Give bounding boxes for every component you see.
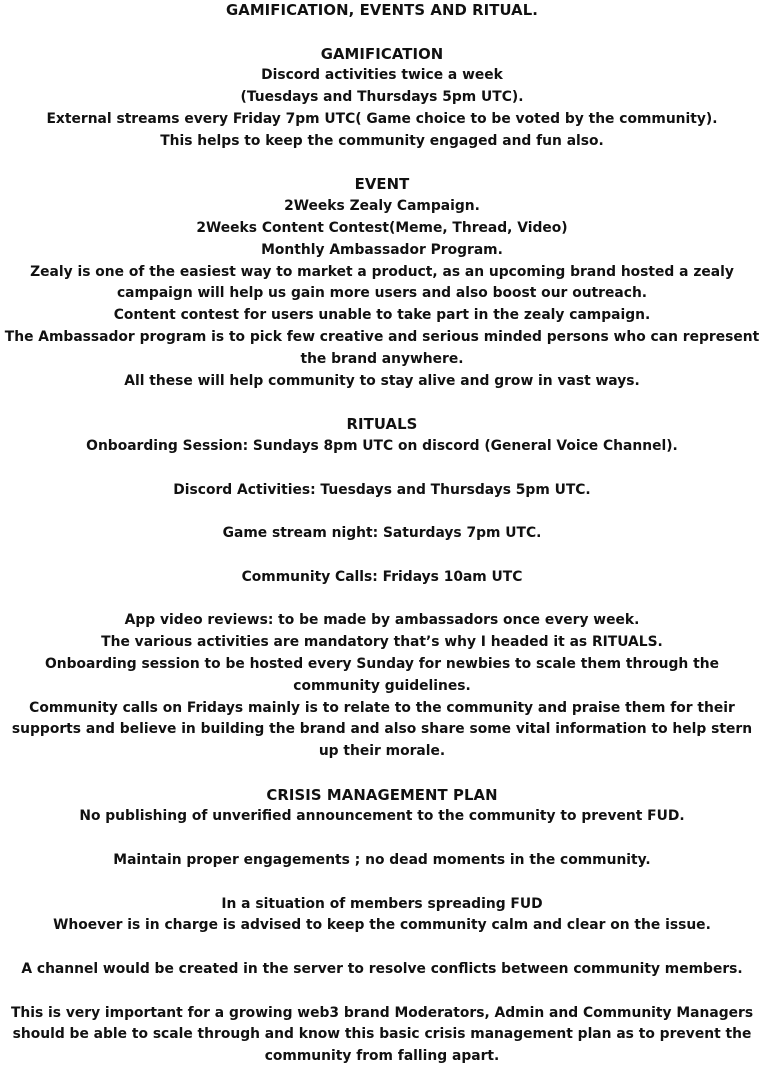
ritual-schedule-item: Game stream night: Saturdays 7pm UTC. — [222, 525, 542, 542]
event-line: All these will help community to stay alive and grow in vast ways. — [124, 372, 640, 389]
crisis-line: No publishing of unverified announcement to the community to prevent FUD. — [79, 808, 685, 825]
gamification-line: External streams every Friday 7pm UTC( Game choice to be voted by the community). — [46, 110, 718, 127]
ritual-schedule-item: Onboarding Session: Sundays 8pm UTC on discord (General Voice Channel). — [86, 437, 678, 454]
spacer — [0, 872, 764, 894]
gamification-line: (Tuesdays and Thursdays 5pm UTC). — [240, 89, 524, 106]
spacer — [0, 153, 764, 175]
spacer — [0, 22, 764, 44]
crisis-closing-line: This is very important for a growing web3 brand Moderators, Admin and Community Managers — [10, 1004, 754, 1021]
crisis-line: A channel would be created in the server to resolve conflicts between community members. — [21, 961, 743, 978]
spacer — [0, 981, 764, 1003]
rituals-line: Onboarding session to be hosted every Sunday for newbies to scale them through the — [45, 655, 719, 672]
spacer — [0, 828, 764, 850]
ritual-schedule-item: Community Calls: Fridays 10am UTC — [241, 568, 523, 585]
crisis-closing-line: should be able to scale through and know this basic crisis management plan as to prevent the — [12, 1026, 752, 1043]
ritual-schedule-item: Discord Activities: Tuesdays and Thursdays 5pm UTC. — [173, 481, 591, 498]
event-line: Content contest for users unable to take part in the zealy campaign. — [113, 307, 651, 324]
spacer — [0, 763, 764, 785]
crisis-closing-line: community from falling apart. — [264, 1048, 500, 1065]
event-line: 2Weeks Zealy Campaign. — [284, 198, 480, 215]
document-title: GAMIFICATION, EVENTS AND RITUAL. — [225, 2, 539, 19]
event-line: 2Weeks Content Contest(Meme, Thread, Video) — [196, 219, 568, 236]
spacer — [0, 392, 764, 414]
crisis-line: Whoever is in charge is advised to keep the community calm and clear on the issue. — [53, 917, 711, 934]
spacer — [0, 589, 764, 611]
event-line: The Ambassador program is to pick few creative and serious minded persons who can represent — [4, 328, 760, 345]
spacer — [0, 458, 764, 480]
rituals-line: up their morale. — [318, 743, 446, 760]
section-heading-event: EVENT — [354, 176, 410, 194]
spacer — [0, 545, 764, 567]
gamification-line: Discord activities twice a week — [261, 67, 503, 84]
gamification-line: This helps to keep the community engaged and fun also. — [160, 132, 604, 149]
event-line: the brand anywhere. — [300, 350, 464, 367]
rituals-line: community guidelines. — [293, 677, 471, 694]
section-heading-crisis: CRISIS MANAGEMENT PLAN — [266, 786, 498, 804]
spacer — [0, 501, 764, 523]
rituals-line: Community calls on Fridays mainly is to relate to the community and praise them for their — [29, 699, 735, 716]
event-line: Monthly Ambassador Program. — [261, 241, 503, 258]
section-heading-gamification: GAMIFICATION — [320, 45, 444, 63]
section-heading-rituals: RITUALS — [346, 416, 418, 434]
rituals-line: App video reviews: to be made by ambassadors once every week. — [124, 612, 640, 629]
rituals-line: supports and believe in building the brand and also share some vital information to help stern — [11, 721, 753, 738]
rituals-line: The various activities are mandatory that’s why I headed it as RITUALS. — [101, 634, 663, 651]
spacer — [0, 937, 764, 959]
crisis-line: In a situation of members spreading FUD — [221, 895, 543, 912]
crisis-line: Maintain proper engagements ; no dead moments in the community. — [113, 852, 651, 869]
event-line: campaign will help us gain more users and also boost our outreach. — [116, 285, 648, 302]
event-line: Zealy is one of the easiest way to market a product, as an upcoming brand hosted a zealy — [30, 263, 734, 280]
